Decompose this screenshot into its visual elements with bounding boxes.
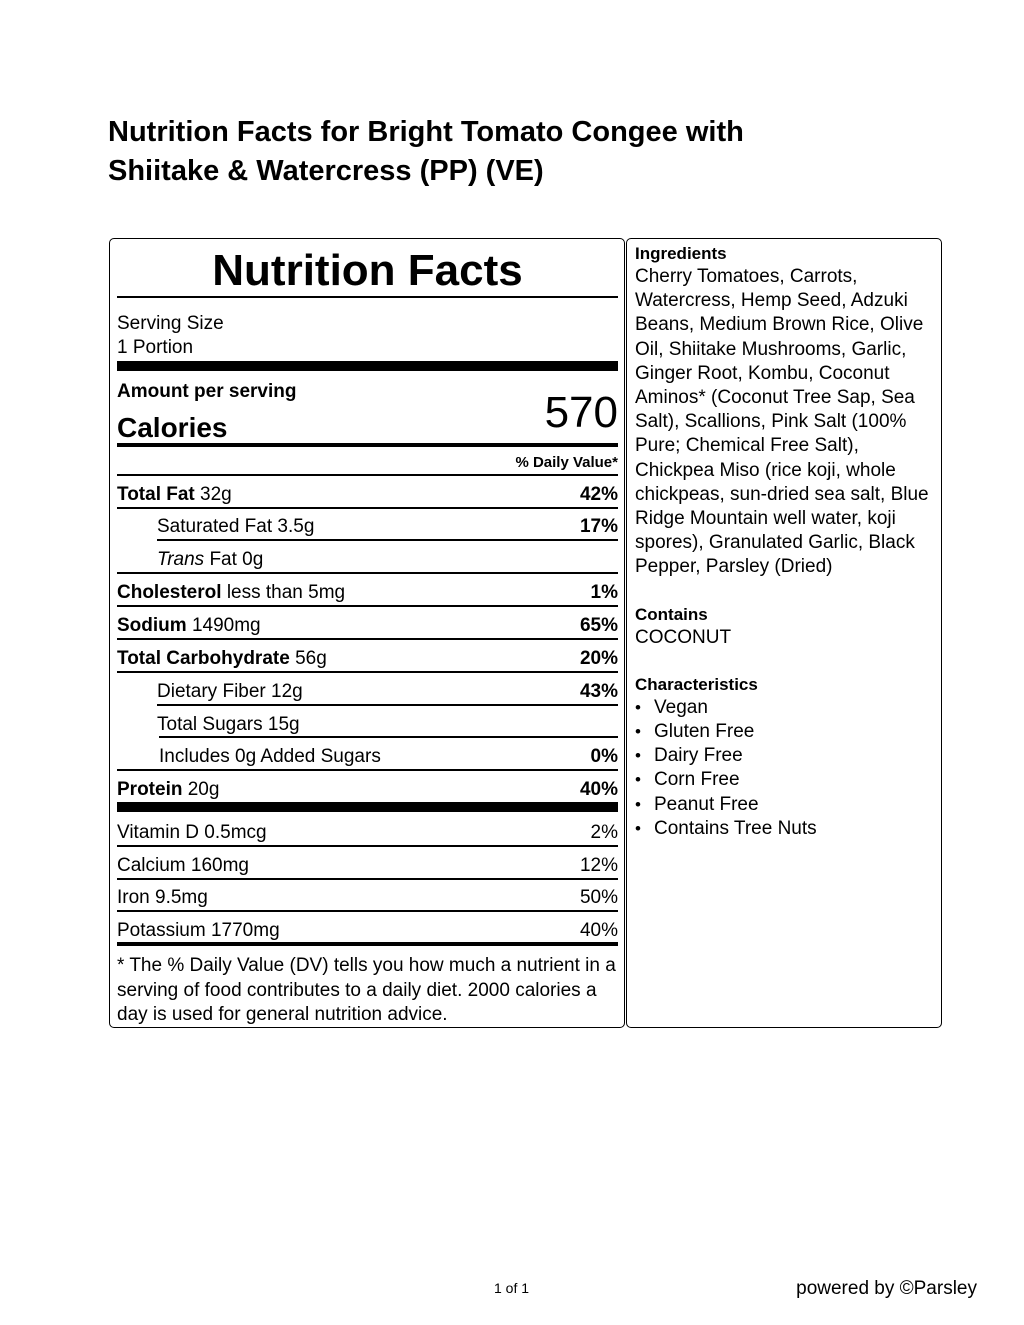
characteristics-list	[635, 696, 933, 841]
divider	[117, 769, 618, 771]
amount-per-serving: Amount per serving	[117, 381, 297, 402]
total-fat-row: Total Fat 32g 42%	[117, 484, 618, 505]
divider	[117, 671, 618, 673]
divider	[117, 845, 618, 847]
divider	[117, 638, 618, 640]
page-number: 1 of 1	[494, 1280, 530, 1296]
daily-value-footnote: * The % Daily Value (DV) tells you how much a nutrient in a serving of food contributes to a daily diet. 2000 calories a day is used for general nutrition advice.	[117, 955, 616, 1025]
calcium-dv: 12%	[579, 855, 618, 876]
calcium-row: Calcium 160mg 12%	[117, 855, 618, 876]
nutrition-facts-panel	[109, 238, 625, 1028]
contains-text: COCONUT	[635, 626, 732, 648]
list-item: • Gluten Free	[635, 720, 933, 744]
ingredients-text: Cherry Tomatoes, Carrots, Watercress, Hemp Seed, Adzuki Beans, Medium Brown Rice, Olive Oil, Shiitake Mushrooms, Garlic, Ginger Root, Kombu, Coconut Aminos* (Coconut Tree Sap, Sea Salt), Scallions, Pink Salt (100% Pure; Chemical Free Salt), Chickpea Miso (rice koji, whole chickpeas, sun-dried sea salt, Blue Ridge Mountain well water, koji spores), Granulated Garlic, Black Pepper, Parsley (Dried)	[635, 266, 929, 578]
total-sugars-row: Total Sugars 15g	[157, 714, 300, 735]
divider	[117, 474, 618, 476]
powered-by: powered by ©Parsley	[796, 1278, 977, 1299]
divider	[117, 572, 618, 574]
protein-row: Protein 20g 40%	[117, 779, 618, 800]
serving-size-value: 1 Portion	[117, 337, 194, 358]
list-item: • Vegan	[635, 696, 933, 720]
page-title-line-1: Nutrition Facts for Bright Tomato Congee with	[108, 116, 744, 148]
iron-row: Iron 9.5mg 50%	[117, 887, 618, 908]
divider	[157, 704, 618, 706]
added-sugars-row: Includes 0g Added Sugars 0%	[159, 746, 618, 767]
iron-dv: 50%	[579, 887, 618, 908]
vitamin-d-row: Vitamin D 0.5mcg 2%	[117, 822, 618, 843]
thick-divider	[117, 802, 618, 812]
divider	[117, 605, 618, 607]
added-sugars-dv: 0%	[590, 746, 618, 767]
ingredients-panel	[626, 238, 942, 1028]
total-fat-dv: 42%	[579, 484, 618, 505]
trans-fat-row: Trans Fat 0g	[157, 549, 264, 570]
divider	[117, 878, 618, 880]
daily-value-header: % Daily Value*	[515, 454, 618, 471]
divider	[117, 910, 618, 912]
cholesterol-dv: 1%	[590, 582, 618, 603]
list-item: • Peanut Free	[635, 793, 933, 817]
protein-dv: 40%	[579, 779, 618, 800]
medium-divider	[117, 942, 618, 946]
contains-title: Contains	[635, 604, 708, 624]
dietary-fiber-dv: 43%	[579, 681, 618, 702]
characteristics-title: Characteristics	[635, 674, 758, 694]
list-item: • Contains Tree Nuts	[635, 817, 933, 841]
vitamin-d-dv: 2%	[590, 822, 618, 843]
serving-size-label: Serving Size	[117, 313, 224, 334]
thick-divider	[117, 361, 618, 371]
calories-value: 570	[544, 388, 618, 437]
total-carbohydrate-row: Total Carbohydrate 56g 20%	[117, 648, 618, 669]
divider	[117, 296, 618, 298]
divider	[159, 736, 618, 738]
divider	[157, 539, 618, 541]
saturated-fat-dv: 17%	[579, 516, 618, 537]
potassium-row: Potassium 1770mg 40%	[117, 920, 618, 941]
ingredients-title: Ingredients	[635, 244, 727, 263]
cholesterol-row: Cholesterol less than 5mg 1%	[117, 582, 618, 603]
saturated-fat-row: Saturated Fat 3.5g 17%	[157, 516, 618, 537]
sodium-row: Sodium 1490mg 65%	[117, 615, 618, 636]
page-title	[108, 113, 908, 191]
dietary-fiber-row: Dietary Fiber 12g 43%	[157, 681, 618, 702]
total-carbohydrate-dv: 20%	[579, 648, 618, 669]
divider	[117, 507, 618, 509]
page-title-line-2: Shiitake & Watercress (PP) (VE)	[108, 155, 544, 187]
medium-divider	[117, 443, 618, 447]
list-item: • Dairy Free	[635, 744, 933, 768]
list-item: • Corn Free	[635, 768, 933, 792]
sodium-dv: 65%	[579, 615, 618, 636]
nutrition-facts-heading: Nutrition Facts	[212, 246, 523, 295]
calories-label: Calories	[117, 412, 228, 443]
potassium-dv: 40%	[579, 920, 618, 941]
